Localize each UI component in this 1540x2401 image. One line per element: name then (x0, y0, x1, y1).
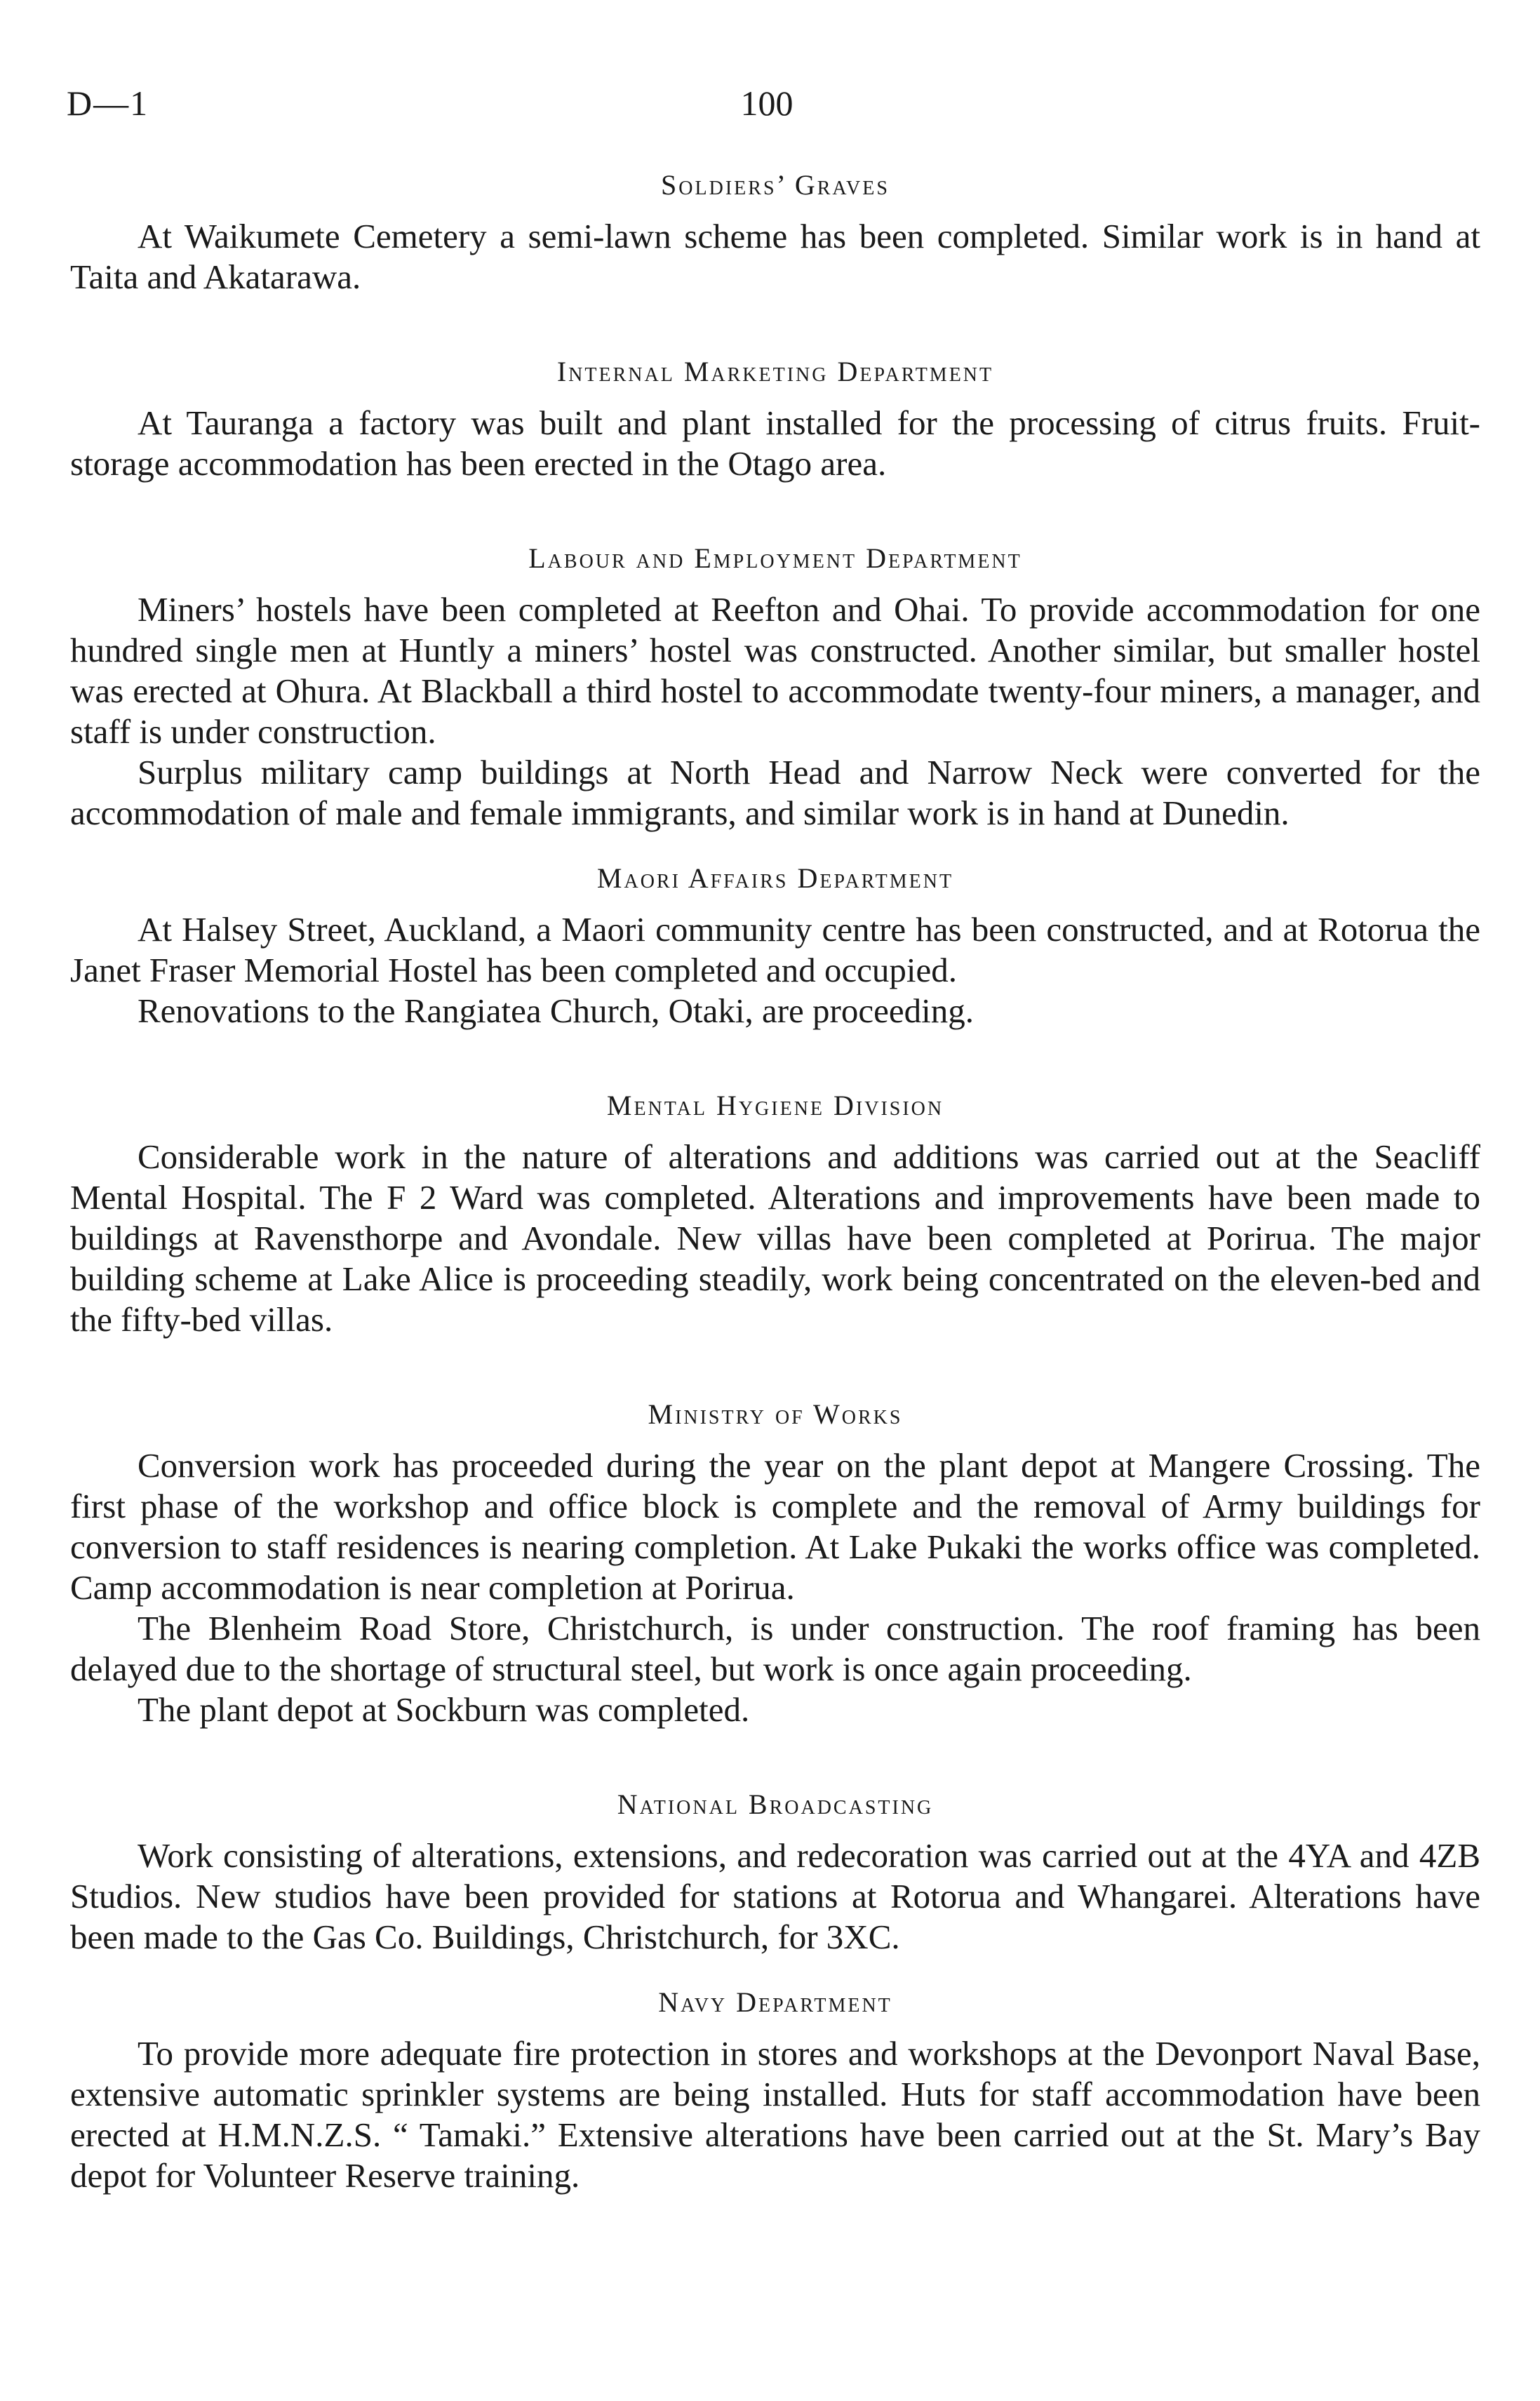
page-content (70, 168, 1480, 2196)
section-heading: Internal Marketing Department (556, 356, 994, 387)
paragraph: Considerable work in the nature of alterations and additions was carried out at the Seacliff Mental Hospital. The F 2 Ward was completed. Alterations and improvements have been made to buildings at Ravensthorpe and Avondale. New villas have been completed at Porirua. The major building scheme at Lake Alice is proceeding steadily, work being concentrated on the eleven-bed and the fifty-bed villas. (70, 1137, 1480, 1339)
paragraph: The plant depot at Sockburn was completed. (138, 1690, 750, 1729)
section-heading: Soldiers’ Graves (661, 169, 890, 201)
section-heading: Navy Department (658, 1986, 892, 2018)
section-maori-affairs (70, 862, 1480, 1031)
section-heading: Maori Affairs Department (596, 862, 954, 894)
section-heading: Mental Hygiene Division (606, 1090, 944, 1121)
section-heading: Labour and Employment Department (528, 542, 1022, 574)
paragraph: To provide more adequate fire protection in stores and workshops at the Devonport Naval Base, extensive automatic sprinkler systems are being installed. Huts for staff accommodation have been erected at H.M.N.Z.S. “ Tamaki.” Extensive alterations have been carried out at the St. Mary’s Bay depot for Volunteer Reserve training. (70, 2034, 1480, 2195)
paragraph: At Waikumete Cemetery a semi-lawn scheme has been completed. Similar work is in hand at Taita and Akatarawa. (70, 217, 1480, 296)
page-header (67, 83, 1473, 139)
page-number: 100 (740, 83, 794, 123)
paragraph: The Blenheim Road Store, Christchurch, is under construction. The roof framing has been delayed due to the shortage of structural steel, but work is once again proceeding. (70, 1609, 1480, 1688)
section-national-broadcasting (70, 1788, 1480, 1958)
paragraph: At Halsey Street, Auckland, a Maori community centre has been constructed, and at Rotorua the Janet Fraser Memorial Hostel has been completed and occupied. (70, 910, 1480, 989)
section-internal-marketing (70, 355, 1480, 484)
paragraph: Surplus military camp buildings at North Head and Narrow Neck were converted for the accommodation of male and female immigrants, and similar work is in hand at Dunedin. (70, 753, 1480, 832)
section-ministry-of-works (70, 1398, 1480, 1730)
section-mental-hygiene (70, 1089, 1480, 1340)
section-heading: National Broadcasting (617, 1788, 934, 1820)
paragraph: Work consisting of alterations, extensions, and redecoration was carried out at the 4YA and 4ZB Studios. New studios have been provided for stations at Rotorua and Whangarei. Alterations have been made to the Gas Co. Buildings, Christchurch, for 3XC. (70, 1836, 1480, 1956)
section-heading: Ministry of Works (648, 1398, 903, 1430)
paragraph: Renovations to the Rangiatea Church, Otaki, are proceeding. (138, 991, 974, 1030)
paragraph: Miners’ hostels have been completed at Reefton and Ohai. To provide accommodation for one hundred single men at Huntly a miners’ hostel was constructed. Another similar, but smaller hostel was erected at Ohura. At Blackball a third hostel to accommodate twenty-four miners, a manager, and staff is under construction. (70, 590, 1480, 751)
section-navy-department (70, 1986, 1480, 2196)
document-reference: D—1 (67, 83, 149, 123)
section-soldiers-graves (70, 168, 1480, 297)
section-labour-employment (70, 542, 1480, 834)
paragraph: At Tauranga a factory was built and plant installed for the processing of citrus fruits. Fruit-storage accommodation has been erected in the Otago area. (70, 403, 1480, 483)
paragraph: Conversion work has proceeded during the year on the plant depot at Mangere Crossing. The first phase of the workshop and office block is complete and the removal of Army buildings for conversion to staff residences is nearing completion. At Lake Pukaki the works office was completed. Camp accommodation is near completion at Porirua. (70, 1446, 1480, 1607)
